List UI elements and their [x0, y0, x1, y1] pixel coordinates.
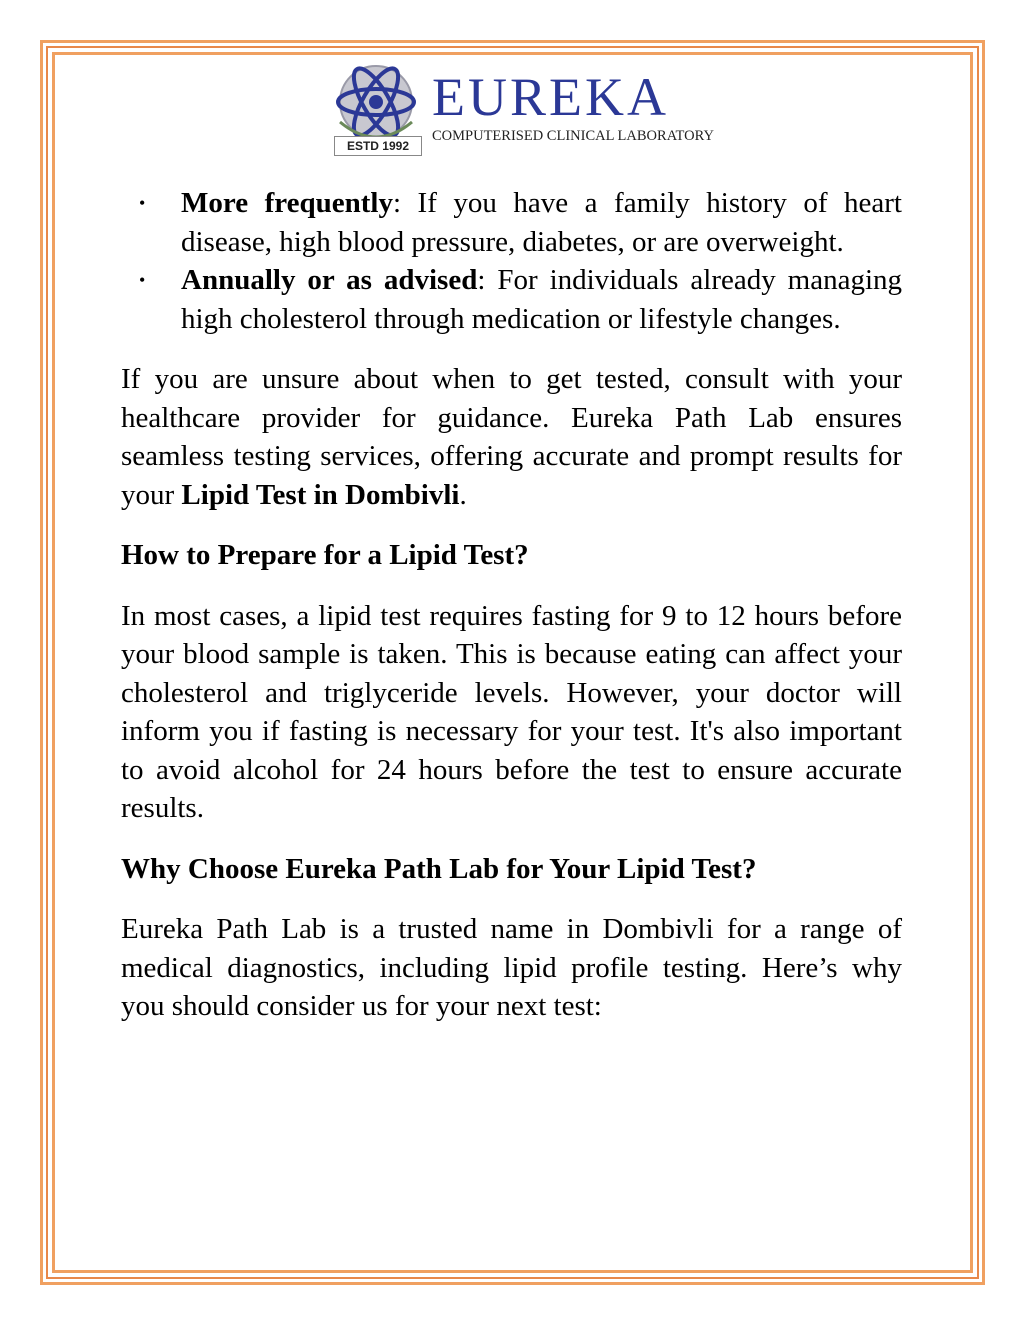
list-item-term: More frequently	[181, 187, 393, 219]
document-body	[121, 184, 902, 1048]
testing-frequency-list	[121, 184, 902, 338]
list-item-term: Annually or as advised	[181, 264, 478, 296]
paragraph-text: If you are unsure about when to get tested, consult with your healthcare provider for guidance. Eureka Path Lab ensures seamless testing services, offering accurate and prompt results for your	[121, 363, 902, 511]
heading-why-choose: Why Choose Eureka Path Lab for Your Lipid Test?	[121, 852, 757, 885]
list-item-text: : For individuals already managing high cholesterol through medication or lifestyle changes.	[181, 264, 903, 335]
paragraph-end: .	[459, 478, 467, 511]
heading-prepare: How to Prepare for a Lipid Test?	[121, 539, 529, 571]
brand-name: EUREKA	[432, 67, 669, 127]
eureka-logo	[330, 62, 714, 158]
paragraph-trusted: Eureka Path Lab is a trusted name in Dombivli for a range of medical diagnostics, including lipid profile testing. Here’s why you should consider us for your next test:	[121, 913, 902, 1022]
list-item	[181, 261, 902, 338]
paragraph-guidance	[121, 360, 902, 514]
list-item-text: : If you have a family history of heart disease, high blood pressure, diabetes, or are overweight.	[181, 187, 902, 258]
lipid-test-link-text: Lipid Test in Dombivli	[181, 478, 460, 511]
brand-subtitle: COMPUTERISED CLINICAL LABORATORY	[432, 128, 714, 144]
list-item	[181, 184, 902, 261]
paragraph-fasting: In most cases, a lipid test requires fasting for 9 to 12 hours before your blood sample is taken. This is because eating can affect your cholesterol and triglyceride levels. However, your doctor will inform you if fasting is necessary for your test. It's also important to avoid alcohol for 24 hours before the test to ensure accurate results.	[121, 599, 902, 824]
established-year: ESTD 1992	[334, 136, 422, 156]
